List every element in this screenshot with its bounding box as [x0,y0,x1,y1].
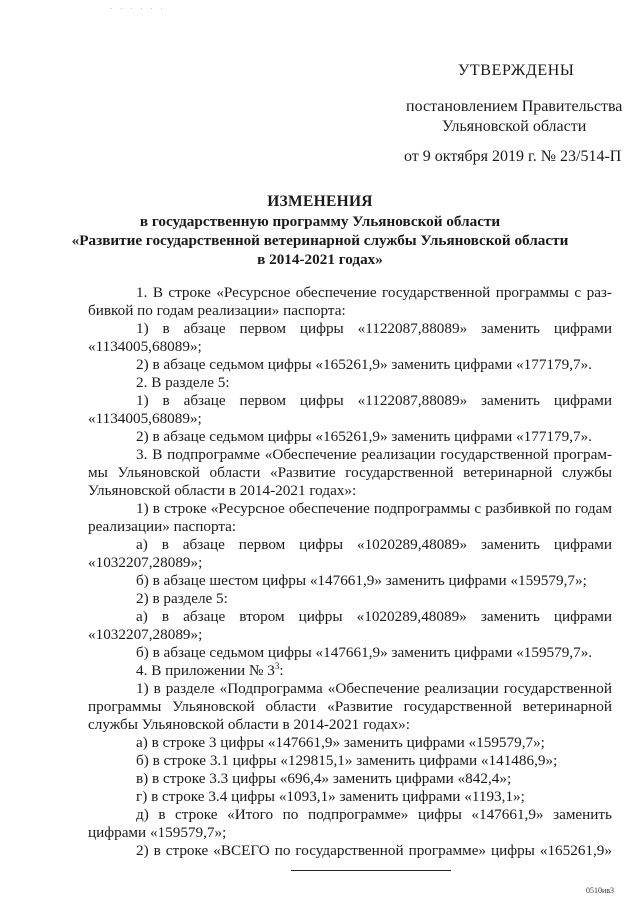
title-line-2: «Развитие государственной ветеринарной службы Ульяновской области [71,232,569,249]
doc-title: ИЗМЕНЕНИЯ [267,193,373,210]
body-line: реализации» паспорта: [88,517,237,535]
body-line: а) в абзаце втором цифры «1020289,48089» заменить цифрами [136,607,612,625]
approval-line-3: от 9 октября 2019 г. № 23/514-П [404,148,622,165]
body-line: б) в абзаце шестом цифры «147661,9» заменить цифрами «159579,7»; [136,571,587,589]
body-line: службы Ульяновской области в 2014-2021 годах»: [88,715,410,733]
appendix-text: 4. В приложении № 3 [136,661,275,679]
closing-rule [291,870,451,871]
body-line: 2) в абзаце седьмом цифры «165261,9» заменить цифрами «177179,7». [136,355,592,373]
body-line: в) в строке 3.3 цифры «696,4» заменить цифрами «842,4»; [136,769,512,787]
body-line: «1134005,68089»; [88,409,202,427]
body-line: 2) в разделе 5: [136,589,228,607]
footer-code: 0510ив3 [586,885,615,895]
body-line: «1032207,28089»; [88,553,203,571]
appendix-line [136,661,284,681]
body-line: 1) в разделе «Подпрограмма «Обеспечение реализации государственной [136,679,612,697]
body-line: 2) в абзаце седьмом цифры «165261,9» заменить цифрами «177179,7». [136,427,592,445]
body-line: 1) в строке «Ресурсное обеспечение подпрограммы с разбивкой по годам [136,499,612,517]
scan-marks: · · · · · · [110,5,166,13]
body-line: бивкой по годам реализации» паспорта: [88,301,346,319]
title-line-1: в государственную программу Ульяновской области [139,213,501,230]
body-line: Ульяновской области в 2014-2021 годах»: [88,481,357,499]
body-line: а) в абзаце первом цифры «1020289,48089» заменить цифрами [136,535,612,553]
body-line: 2. В разделе 5: [136,373,230,391]
body-line: д) в строке «Итого по подпрограмме» цифры «147661,9» заменить [136,805,612,823]
body-line: 1) в абзаце первом цифры «1122087,88089» заменить цифрами [136,391,612,409]
body-line: б) в абзаце седьмом цифры «147661,9» заменить цифрами «159579,7». [136,643,593,661]
body-line: г) в строке 3.4 цифры «1093,1» заменить цифрами «1193,1»; [136,787,525,805]
body-line: б) в строке 3.1 цифры «129815,1» заменить цифрами «141486,9»; [136,751,558,769]
body-line: а) в строке 3 цифры «147661,9» заменить цифрами «159579,7»; [136,733,545,751]
approval-heading: УТВЕРЖДЕНЫ [458,62,575,79]
approval-line-2: Ульяновской области [442,118,587,135]
body-line: мы Ульяновской области «Развитие государственной ветеринарной службы [88,463,612,481]
body-line: 2) в строке «ВСЕГО по государственной программе» цифры «165261,9» [136,841,612,859]
body-line: «1032207,28089»; [88,625,203,643]
appendix-colon: : [279,661,284,679]
body-line: «1134005,68089»; [88,337,202,355]
body-line: 1) в абзаце первом цифры «1122087,88089» заменить цифрами [136,319,612,337]
body-line: 3. В подпрограмме «Обеспечение реализации государственной програм- [136,445,612,463]
body-line: программы Ульяновской области «Развитие государственной ветеринарной [88,697,612,715]
appendix-superscript: 3 [274,660,280,671]
title-line-3: в 2014-2021 годах» [257,251,383,268]
approval-line-1: постановлением Правительства [406,98,623,115]
body-line: цифрами «159579,7»; [88,823,227,841]
body-line: 1. В строке «Ресурсное обеспечение государственной программы с раз- [136,284,612,301]
